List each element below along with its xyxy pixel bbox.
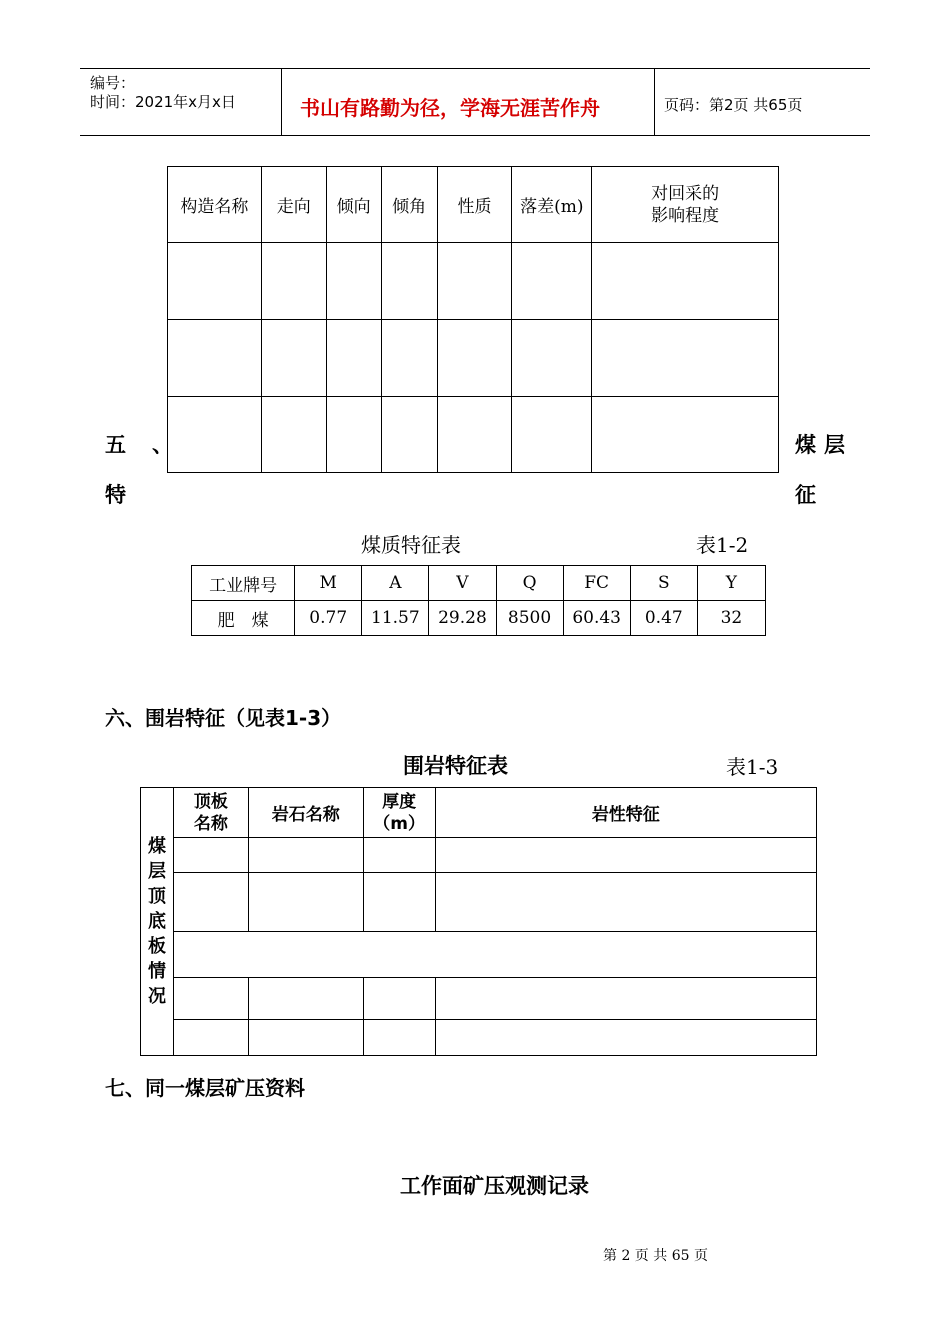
header-page-info: 页码：第2页 共65页 — [664, 96, 803, 114]
pressure-record-title: 工作面矿压观测记录 — [400, 1174, 589, 1198]
header-cell-structure-name: 构造名称 — [168, 167, 262, 243]
header-divider-left — [281, 68, 282, 136]
coal-cell-a: 11.57 — [362, 601, 429, 636]
table-row — [192, 601, 766, 636]
header-number-label: 编号： — [90, 74, 136, 92]
coal-header-v: V — [429, 566, 496, 601]
section5-char-5: 特 — [105, 483, 126, 507]
table-row — [141, 838, 817, 873]
side-char-1: 煤 — [147, 836, 166, 857]
table-row — [141, 873, 817, 932]
side-char-4: 底 — [147, 911, 166, 932]
thickness-line-1: 厚度 — [382, 791, 417, 812]
rock-table-number: 表1-3 — [726, 755, 779, 779]
section5-char-4: 层 — [824, 433, 845, 457]
table-row — [168, 320, 779, 397]
coal-cell-s: 0.47 — [630, 601, 697, 636]
header-bottom-rule — [80, 135, 870, 136]
table-row — [141, 1020, 817, 1056]
coal-header-grade: 工业牌号 — [192, 566, 295, 601]
table-row — [168, 397, 779, 473]
header-cell-dip-direction: 倾向 — [326, 167, 381, 243]
coal-quality-table — [191, 565, 766, 636]
coal-header-s: S — [630, 566, 697, 601]
coal-header-q: Q — [496, 566, 563, 601]
section5-char-3: 煤 — [795, 433, 816, 457]
header-cell-nature: 性质 — [437, 167, 512, 243]
header-top-rule — [80, 68, 870, 69]
header-cell-dip-angle: 倾角 — [381, 167, 437, 243]
coal-header-a: A — [362, 566, 429, 601]
coal-cell-y: 32 — [697, 601, 765, 636]
header-cell-impact — [592, 167, 779, 243]
section7-heading: 七、同一煤层矿压资料 — [105, 1076, 305, 1100]
header-divider-right — [654, 68, 655, 136]
side-label-coal-seam — [141, 788, 174, 1056]
header-cell-roof-name — [173, 788, 248, 838]
side-char-5: 板 — [147, 936, 166, 957]
coal-cell-fc: 60.43 — [563, 601, 630, 636]
table-row — [168, 243, 779, 320]
header-cell-throw: 落差(m) — [512, 167, 592, 243]
header-cell-strike: 走向 — [261, 167, 326, 243]
section5-char-2: 、 — [152, 433, 173, 457]
roof-line-2: 名称 — [193, 813, 228, 834]
coal-cell-v: 29.28 — [429, 601, 496, 636]
impact-line-2: 影响程度 — [651, 205, 720, 226]
section5-char-6: 征 — [795, 483, 816, 507]
header-cell-rock-name: 岩石名称 — [248, 788, 363, 838]
header-motto: 书山有路勤为径，学海无涯苦作舟 — [300, 96, 600, 120]
coal-header-y: Y — [697, 566, 765, 601]
structure-table — [167, 166, 779, 473]
header-time: 时间：2021年x月x日 — [90, 93, 236, 111]
footer-page-number: 第 2 页 共 65 页 — [603, 1248, 708, 1264]
coal-header-fc: FC — [563, 566, 630, 601]
coal-seam-row — [141, 932, 817, 978]
header-cell-thickness — [363, 788, 435, 838]
table-row — [141, 978, 817, 1020]
section6-heading: 六、围岩特征（见表1-3） — [105, 706, 342, 730]
coal-table-title: 煤质特征表 — [361, 533, 461, 557]
coal-cell-m: 0.77 — [295, 601, 362, 636]
header-cell-lithology: 岩性特征 — [435, 788, 816, 838]
section5-char-1: 五 — [105, 433, 126, 457]
coal-cell-grade: 肥 煤 — [192, 601, 295, 636]
side-char-7: 况 — [147, 986, 166, 1007]
side-char-2: 层 — [147, 861, 166, 882]
thickness-line-2: （m） — [373, 813, 425, 834]
rock-table-title: 围岩特征表 — [403, 754, 508, 778]
coal-cell-q: 8500 — [496, 601, 563, 636]
roof-line-1: 顶板 — [193, 791, 228, 812]
coal-table-number: 表1-2 — [696, 533, 749, 557]
side-char-3: 顶 — [147, 886, 166, 907]
impact-line-1: 对回采的 — [651, 183, 720, 204]
side-char-6: 情 — [147, 961, 166, 982]
coal-header-m: M — [295, 566, 362, 601]
rock-characteristics-table — [140, 787, 817, 1056]
